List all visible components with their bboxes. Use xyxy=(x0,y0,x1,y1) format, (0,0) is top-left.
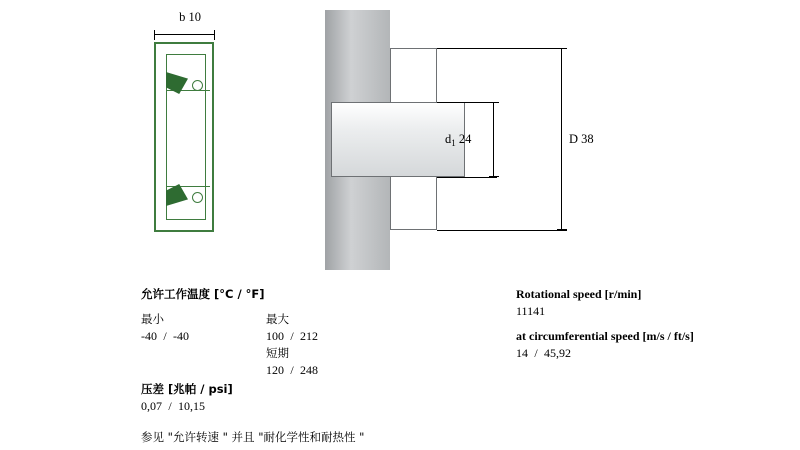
speed-block xyxy=(516,286,786,362)
min-separator: / xyxy=(163,329,167,343)
short-term-celsius: 120 xyxy=(266,363,284,377)
D-dimension-line xyxy=(561,48,562,230)
seal-width-dimension-line xyxy=(154,34,214,35)
d1-dimension-label: $d_1$ 24 xyxy=(445,132,472,148)
temperature-min-heading: 最小 xyxy=(141,312,164,326)
temperature-min-celsius: -40 xyxy=(141,329,157,343)
temperature-min-values xyxy=(141,328,266,345)
d1-extension-line-bottom xyxy=(437,177,497,178)
temperature-heading: 允许工作温度 [°C / °F] xyxy=(141,287,265,301)
shaft-installation-drawing xyxy=(325,10,595,270)
circumferential-speed-heading: at circumferential speed [m/s / ft/s] xyxy=(516,329,694,343)
seal-divider-line-bottom xyxy=(166,186,210,187)
temperature-max-celsius: 100 xyxy=(266,329,284,343)
D-extension-line-bottom xyxy=(437,230,567,231)
seal-cross-section-drawing xyxy=(130,10,250,260)
circumferential-separator: / xyxy=(534,346,538,360)
D-dimension-label: D 38 xyxy=(569,132,594,146)
reference-note: 参见 "允许转速 " 并且 "耐化学性和耐热性 " xyxy=(141,430,365,444)
seal-outer-body xyxy=(154,42,214,232)
temperature-max-heading: 最大 xyxy=(266,312,289,326)
rotational-speed-value: 11141 xyxy=(516,304,546,318)
temperature-and-pressure-block xyxy=(141,286,471,446)
garter-spring-bottom xyxy=(192,192,203,203)
short-term-separator: / xyxy=(290,363,294,377)
temperature-min-fahrenheit: -40 xyxy=(173,329,189,343)
pressure-mpa: 0,07 xyxy=(141,399,162,413)
temperature-max-fahrenheit: 212 xyxy=(300,329,318,343)
seal-width-dimension-label: b 10 xyxy=(179,10,201,24)
pressure-heading: 压差 [兆帕 / psi] xyxy=(141,382,233,396)
pressure-values xyxy=(141,398,471,415)
short-term-label: 短期 xyxy=(266,346,289,360)
pressure-separator: / xyxy=(168,399,172,413)
temperature-max-column xyxy=(266,311,466,379)
circumferential-speed-ms: 14 xyxy=(516,346,528,360)
temperature-table xyxy=(141,311,471,377)
garter-spring-top xyxy=(192,80,203,91)
short-term-fahrenheit: 248 xyxy=(300,363,318,377)
pressure-psi: 10,15 xyxy=(178,399,205,413)
d1-extension-line-top xyxy=(437,102,497,103)
d1-dimension-line xyxy=(493,102,494,177)
short-term-values xyxy=(266,362,466,379)
rotational-speed-heading: Rotational speed [r/min] xyxy=(516,287,642,301)
circumferential-speed-values xyxy=(516,345,786,362)
max-separator: / xyxy=(290,329,294,343)
D-extension-line-top xyxy=(437,48,567,49)
temperature-max-values xyxy=(266,328,466,345)
circumferential-speed-fts: 45,92 xyxy=(544,346,571,360)
temperature-min-column xyxy=(141,311,266,345)
